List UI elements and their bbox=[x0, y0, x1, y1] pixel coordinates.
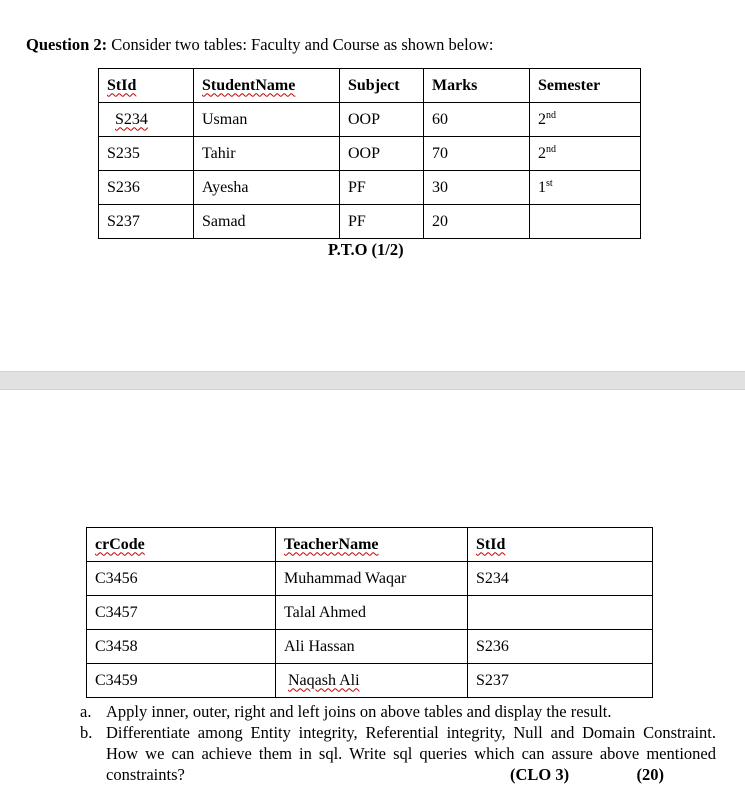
header-stid: StId bbox=[107, 76, 137, 94]
cell-crcode: C3458 bbox=[87, 630, 276, 664]
page-separator bbox=[0, 371, 745, 390]
course-table bbox=[86, 527, 653, 698]
table-row bbox=[99, 205, 641, 239]
cell-stid: S234 bbox=[115, 110, 148, 128]
cell-studentname: Usman bbox=[194, 103, 340, 137]
cell-studentname: Samad bbox=[194, 205, 340, 239]
cell-teachername: Ali Hassan bbox=[276, 630, 468, 664]
part-b-text: Differentiate among Entity integrity, Referential integrity, Null and Domain Constraint. How we can achieve them in sql. Write sql queries which can assure above mentioned constraints? bbox=[106, 723, 716, 784]
cell-stid: S236 bbox=[468, 630, 653, 664]
part-b bbox=[80, 722, 716, 785]
cell-semester: 2nd bbox=[530, 137, 641, 171]
part-a bbox=[80, 701, 716, 722]
table-header-row bbox=[99, 69, 641, 103]
part-a-marker: a. bbox=[80, 702, 92, 721]
cell-crcode: C3456 bbox=[87, 562, 276, 596]
cell-subject: PF bbox=[340, 205, 424, 239]
header-teachername: TeacherName bbox=[284, 535, 379, 553]
question-number: Question 2: bbox=[26, 35, 108, 54]
cell-stid: S234 bbox=[468, 562, 653, 596]
cell-studentname: Ayesha bbox=[194, 171, 340, 205]
cell-marks: 70 bbox=[424, 137, 530, 171]
cell-semester: 2nd bbox=[530, 103, 641, 137]
question-parts bbox=[80, 701, 716, 785]
question-heading bbox=[26, 35, 493, 55]
cell-subject: OOP bbox=[340, 137, 424, 171]
cell-marks: 30 bbox=[424, 171, 530, 205]
cell-stid bbox=[468, 596, 653, 630]
cell-stid: S237 bbox=[468, 664, 653, 698]
cell-stid: S236 bbox=[99, 171, 194, 205]
table-row bbox=[87, 562, 653, 596]
cell-marks: 20 bbox=[424, 205, 530, 239]
cell-teachername: Muhammad Waqar bbox=[276, 562, 468, 596]
cell-subject: PF bbox=[340, 171, 424, 205]
student-table bbox=[98, 68, 641, 239]
part-a-text: Apply inner, outer, right and left joins on above tables and display the result. bbox=[106, 702, 612, 721]
cell-crcode: C3457 bbox=[87, 596, 276, 630]
cell-semester: 1st bbox=[530, 171, 641, 205]
table-row bbox=[87, 596, 653, 630]
part-b-marker: b. bbox=[80, 723, 93, 742]
table-header-row bbox=[87, 528, 653, 562]
header-crcode: crCode bbox=[95, 535, 145, 553]
table-row bbox=[87, 664, 653, 698]
question-text: Consider two tables: Faculty and Course as shown below: bbox=[111, 35, 494, 54]
header-semester: Semester bbox=[530, 69, 641, 103]
cell-teachername: Talal Ahmed bbox=[276, 596, 468, 630]
table-row bbox=[99, 171, 641, 205]
marks-label: (20) bbox=[636, 765, 664, 784]
cell-stid: S237 bbox=[99, 205, 194, 239]
cell-crcode: C3459 bbox=[87, 664, 276, 698]
table-row bbox=[99, 137, 641, 171]
cell-semester bbox=[530, 205, 641, 239]
header-stid: StId bbox=[476, 535, 506, 553]
cell-studentname: Tahir bbox=[194, 137, 340, 171]
cell-stid: S235 bbox=[99, 137, 194, 171]
header-subject: Subject bbox=[340, 69, 424, 103]
cell-teachername: Naqash Ali bbox=[288, 671, 360, 689]
header-studentname: StudentName bbox=[202, 76, 296, 94]
cell-marks: 60 bbox=[424, 103, 530, 137]
clo-label: (CLO 3) bbox=[510, 765, 570, 784]
page-turn-note: P.T.O (1/2) bbox=[328, 240, 404, 259]
table-row bbox=[99, 103, 641, 137]
table-row bbox=[87, 630, 653, 664]
cell-subject: OOP bbox=[340, 103, 424, 137]
header-marks: Marks bbox=[424, 69, 530, 103]
